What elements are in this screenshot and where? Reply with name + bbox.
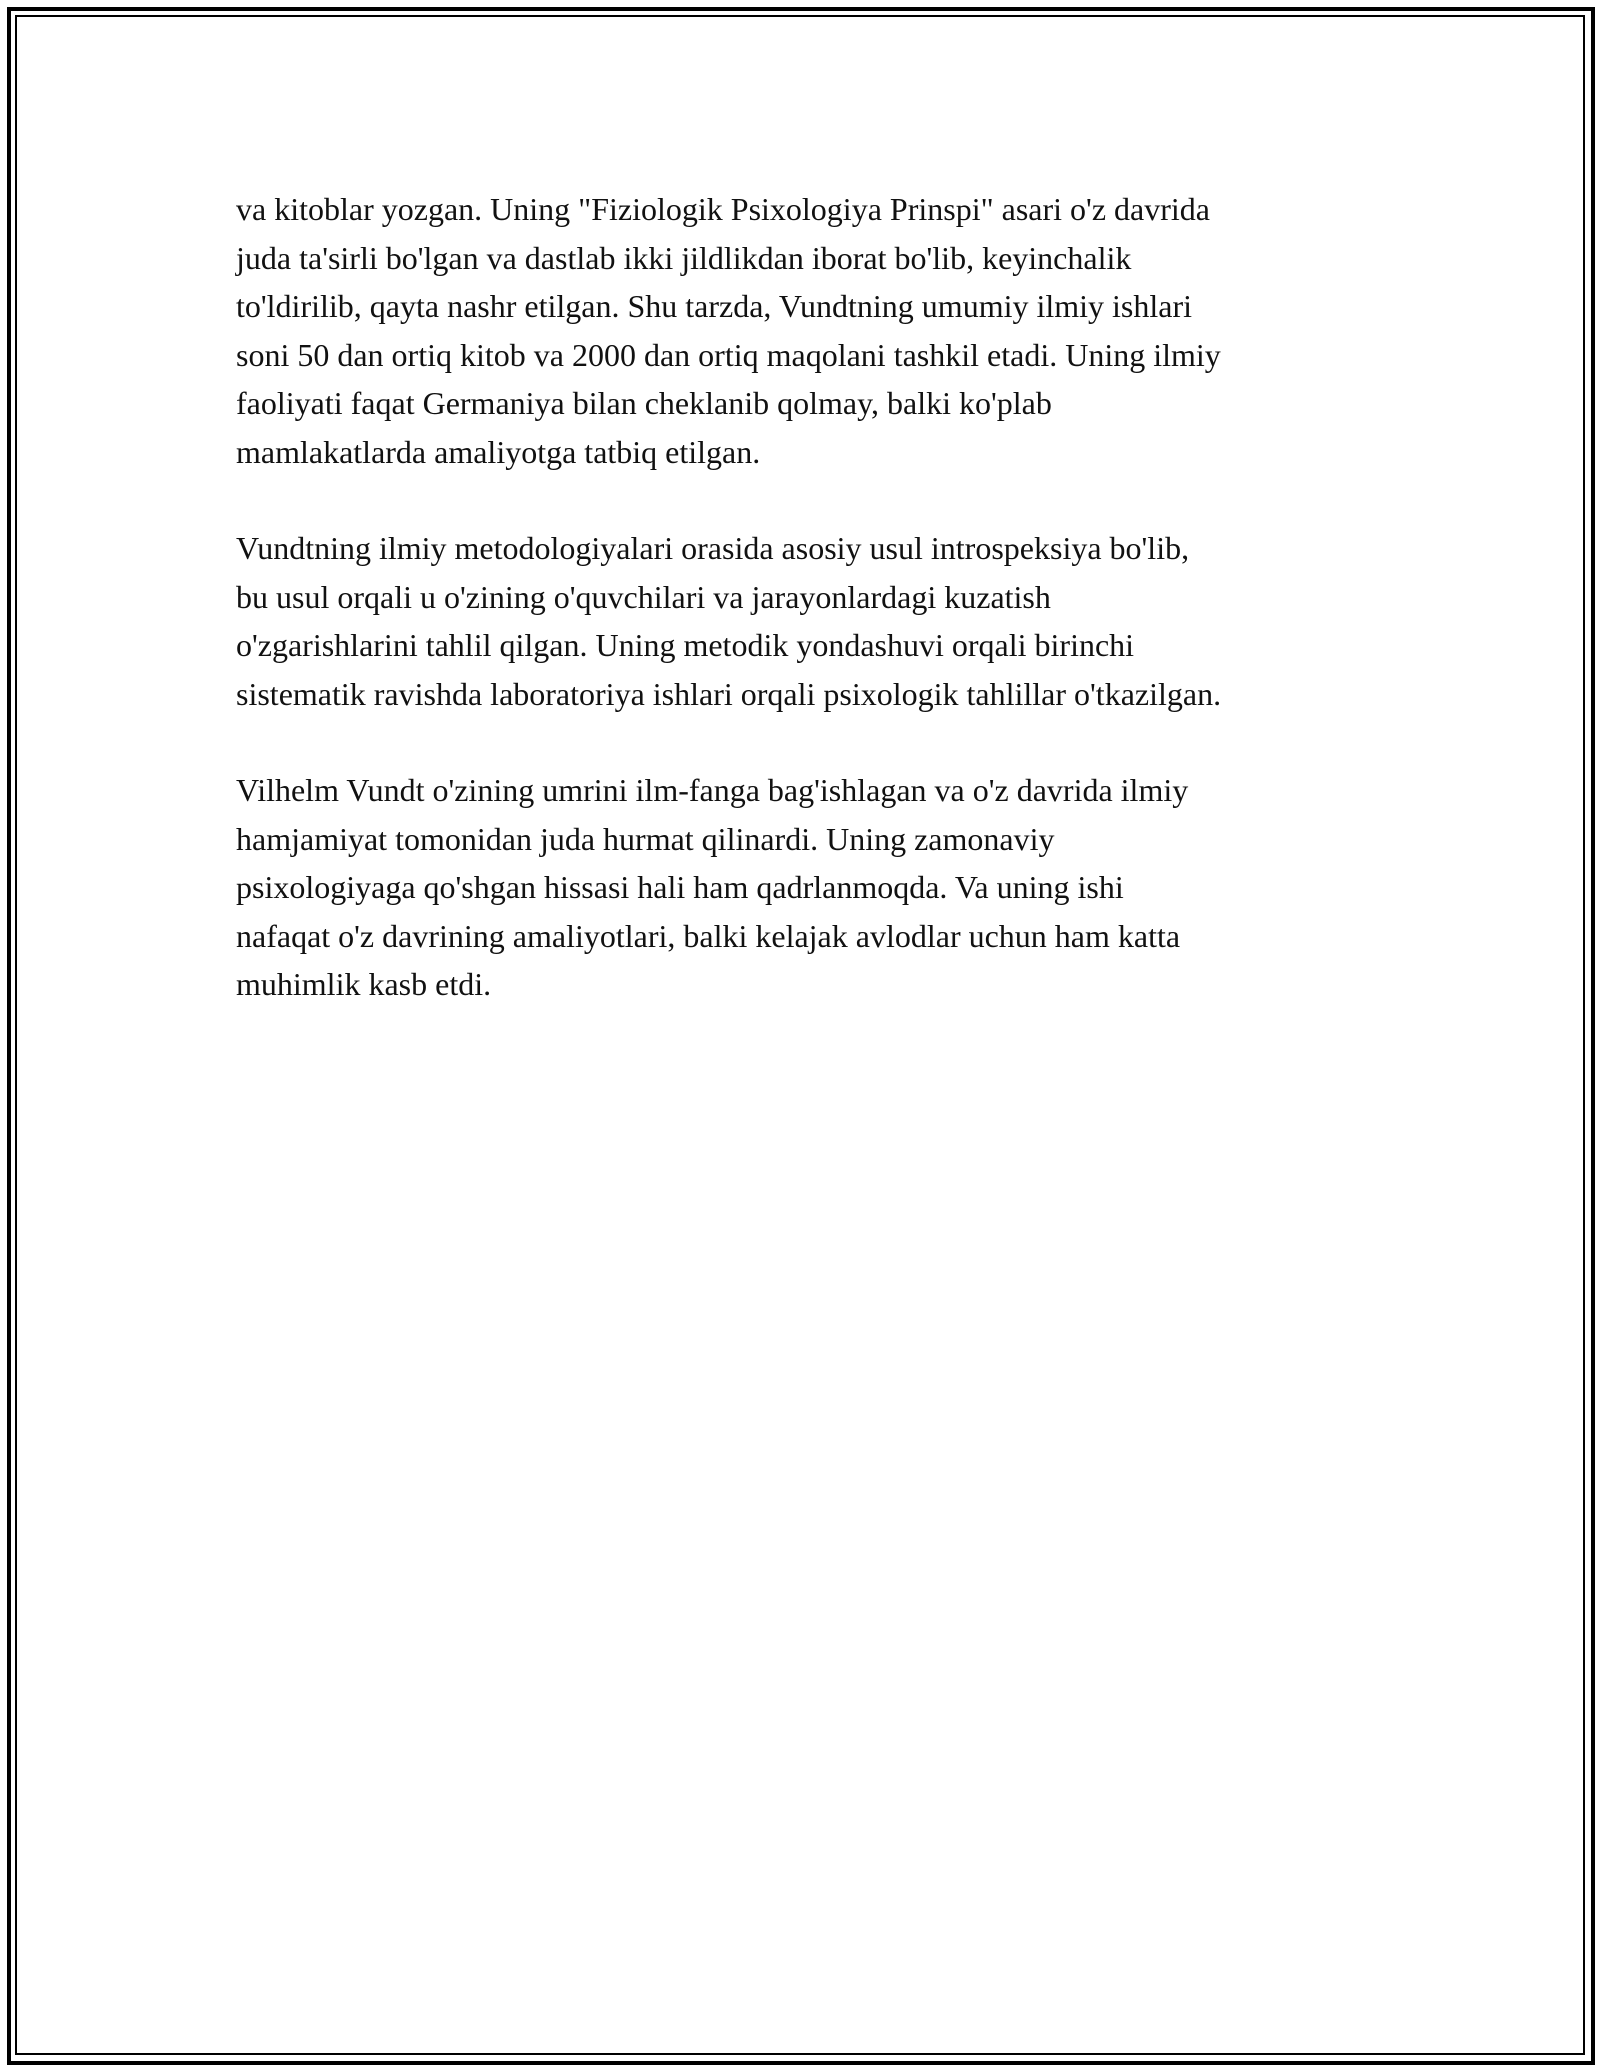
document-body: [236, 185, 1376, 1057]
paragraph: Vundtning ilmiy metodologiyalari orasida asosiy usul introspeksiya bo'lib, bu usul orqali u o'zining o'quvchilari va jarayonlardagi kuzatish o'zgarishlarini tahlil qilgan. Uning metodik yondashuvi orqali birinchi sistematik ravishda laboratoriya ishlari orqali psixologik tahlillar o'tkazilgan.: [236, 530, 1222, 712]
paragraph: Vilhelm Vundt o'zining umrini ilm-fanga bag'ishlagan va o'z davrida ilmiy hamjamiyat tomonidan juda hurmat qilinardi. Uning zamonaviy psixologiyaga qo'shgan hissasi hali ham qadrlanmoqda. Va uning ishi nafaqat o'z davrining amaliyotlari, balki kelajak avlodlar uchun ham katta muhimlik kasb etdi.: [236, 772, 1189, 1002]
paragraph: va kitoblar yozgan. Uning "Fiziologik Psixologiya Prinspi" asari o'z davrida juda ta'sirli bo'lgan va dastlab ikki jildlikdan iborat bo'lib, keyinchalik to'ldirilib, qayta nashr etilgan. Shu tarzda, Vundtning umumiy ilmiy ishlari soni 50 dan ortiq kitob va 2000 dan ortiq maqolani tashkil etadi. Uning ilmiy faoliyati faqat Germaniya bilan cheklanib qolmay, balki ko'plab mamlakatlarda amaliyotga tatbiq etilgan.: [236, 191, 1221, 470]
